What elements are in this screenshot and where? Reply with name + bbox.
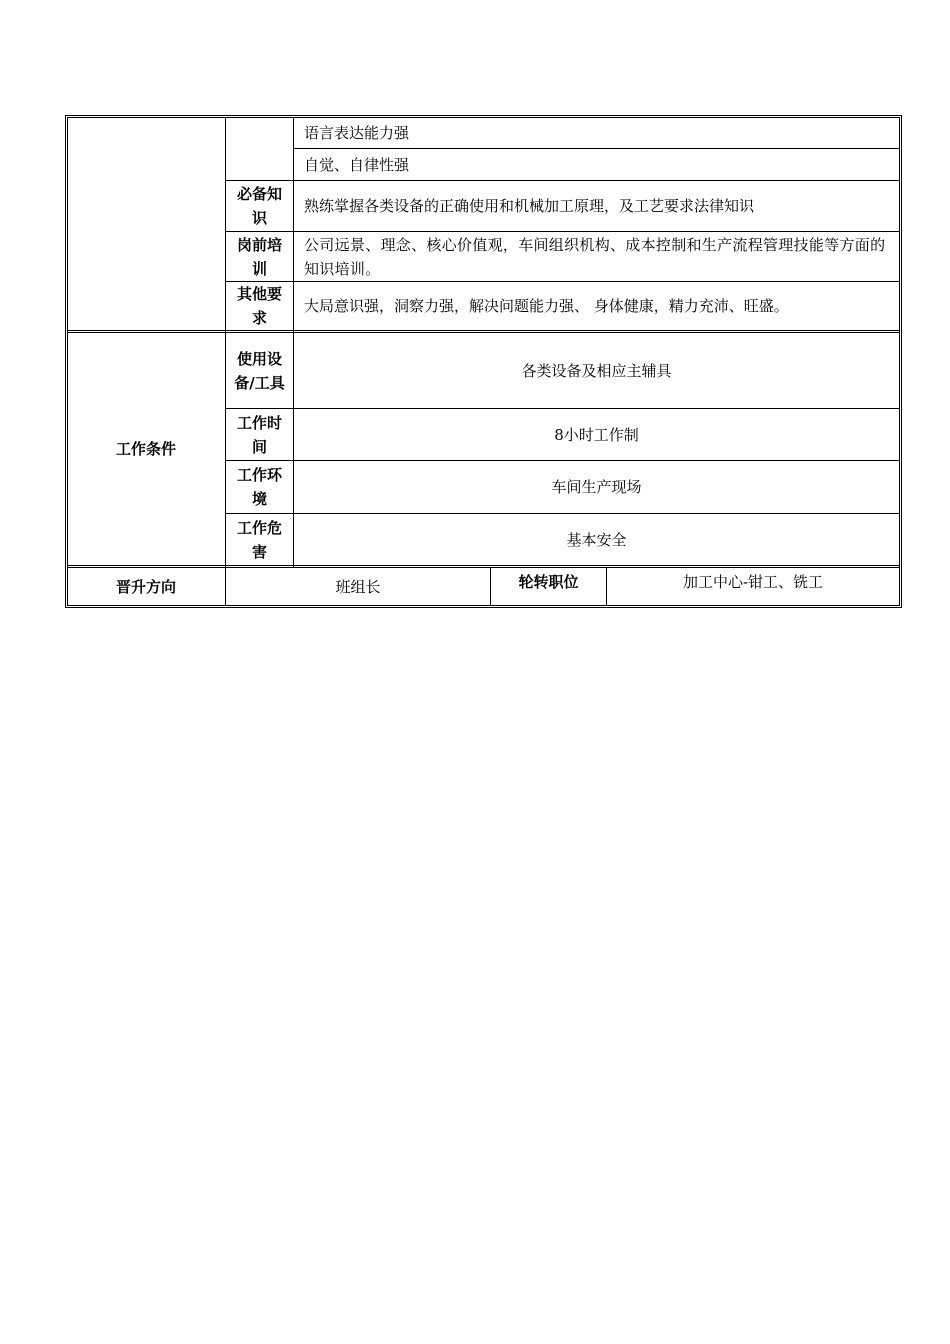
work-environment-value: 车间生产现场 [551,478,642,496]
knowledge-label: 必备知识 [236,185,282,227]
other-requirements-value: 大局意识强，洞察力强，解决问题能力强、 身体健康，精力充沛、旺盛。 [304,297,789,315]
other-requirements-label: 其他要求 [236,285,282,327]
work-time-value: 8小时工作制 [554,425,639,444]
work-hazard-label: 工作危害 [236,518,282,561]
promotion-label: 晋升方向 [115,578,176,596]
rotation-label: 轮转职位 [518,573,579,591]
training-label: 岗前培训 [236,235,282,278]
work-conditions-label: 工作条件 [115,440,176,458]
work-hazard-value: 基本安全 [566,530,627,549]
equipment-value: 各类设备及相应主辅具 [521,361,672,380]
rotation-value: 加工中心-钳工、铣工 [682,573,824,591]
promotion-value: 班组长 [335,578,381,596]
skill-row-language: 语言表达能力强 [304,123,410,142]
equipment-label: 使用设备/工具 [234,349,285,392]
work-environment-label: 工作环境 [236,466,282,508]
knowledge-value: 熟练掌握各类设备的正确使用和机械加工原理，及工艺要求法律知识 [304,197,755,215]
work-time-label: 工作时间 [236,413,282,456]
skill-row-discipline: 自觉、自律性强 [304,155,410,174]
training-value: 公司远景、理念、核心价值观，车间组织机构、成本控制和生产流程管理技能等方面的知识培训。 [304,235,886,278]
